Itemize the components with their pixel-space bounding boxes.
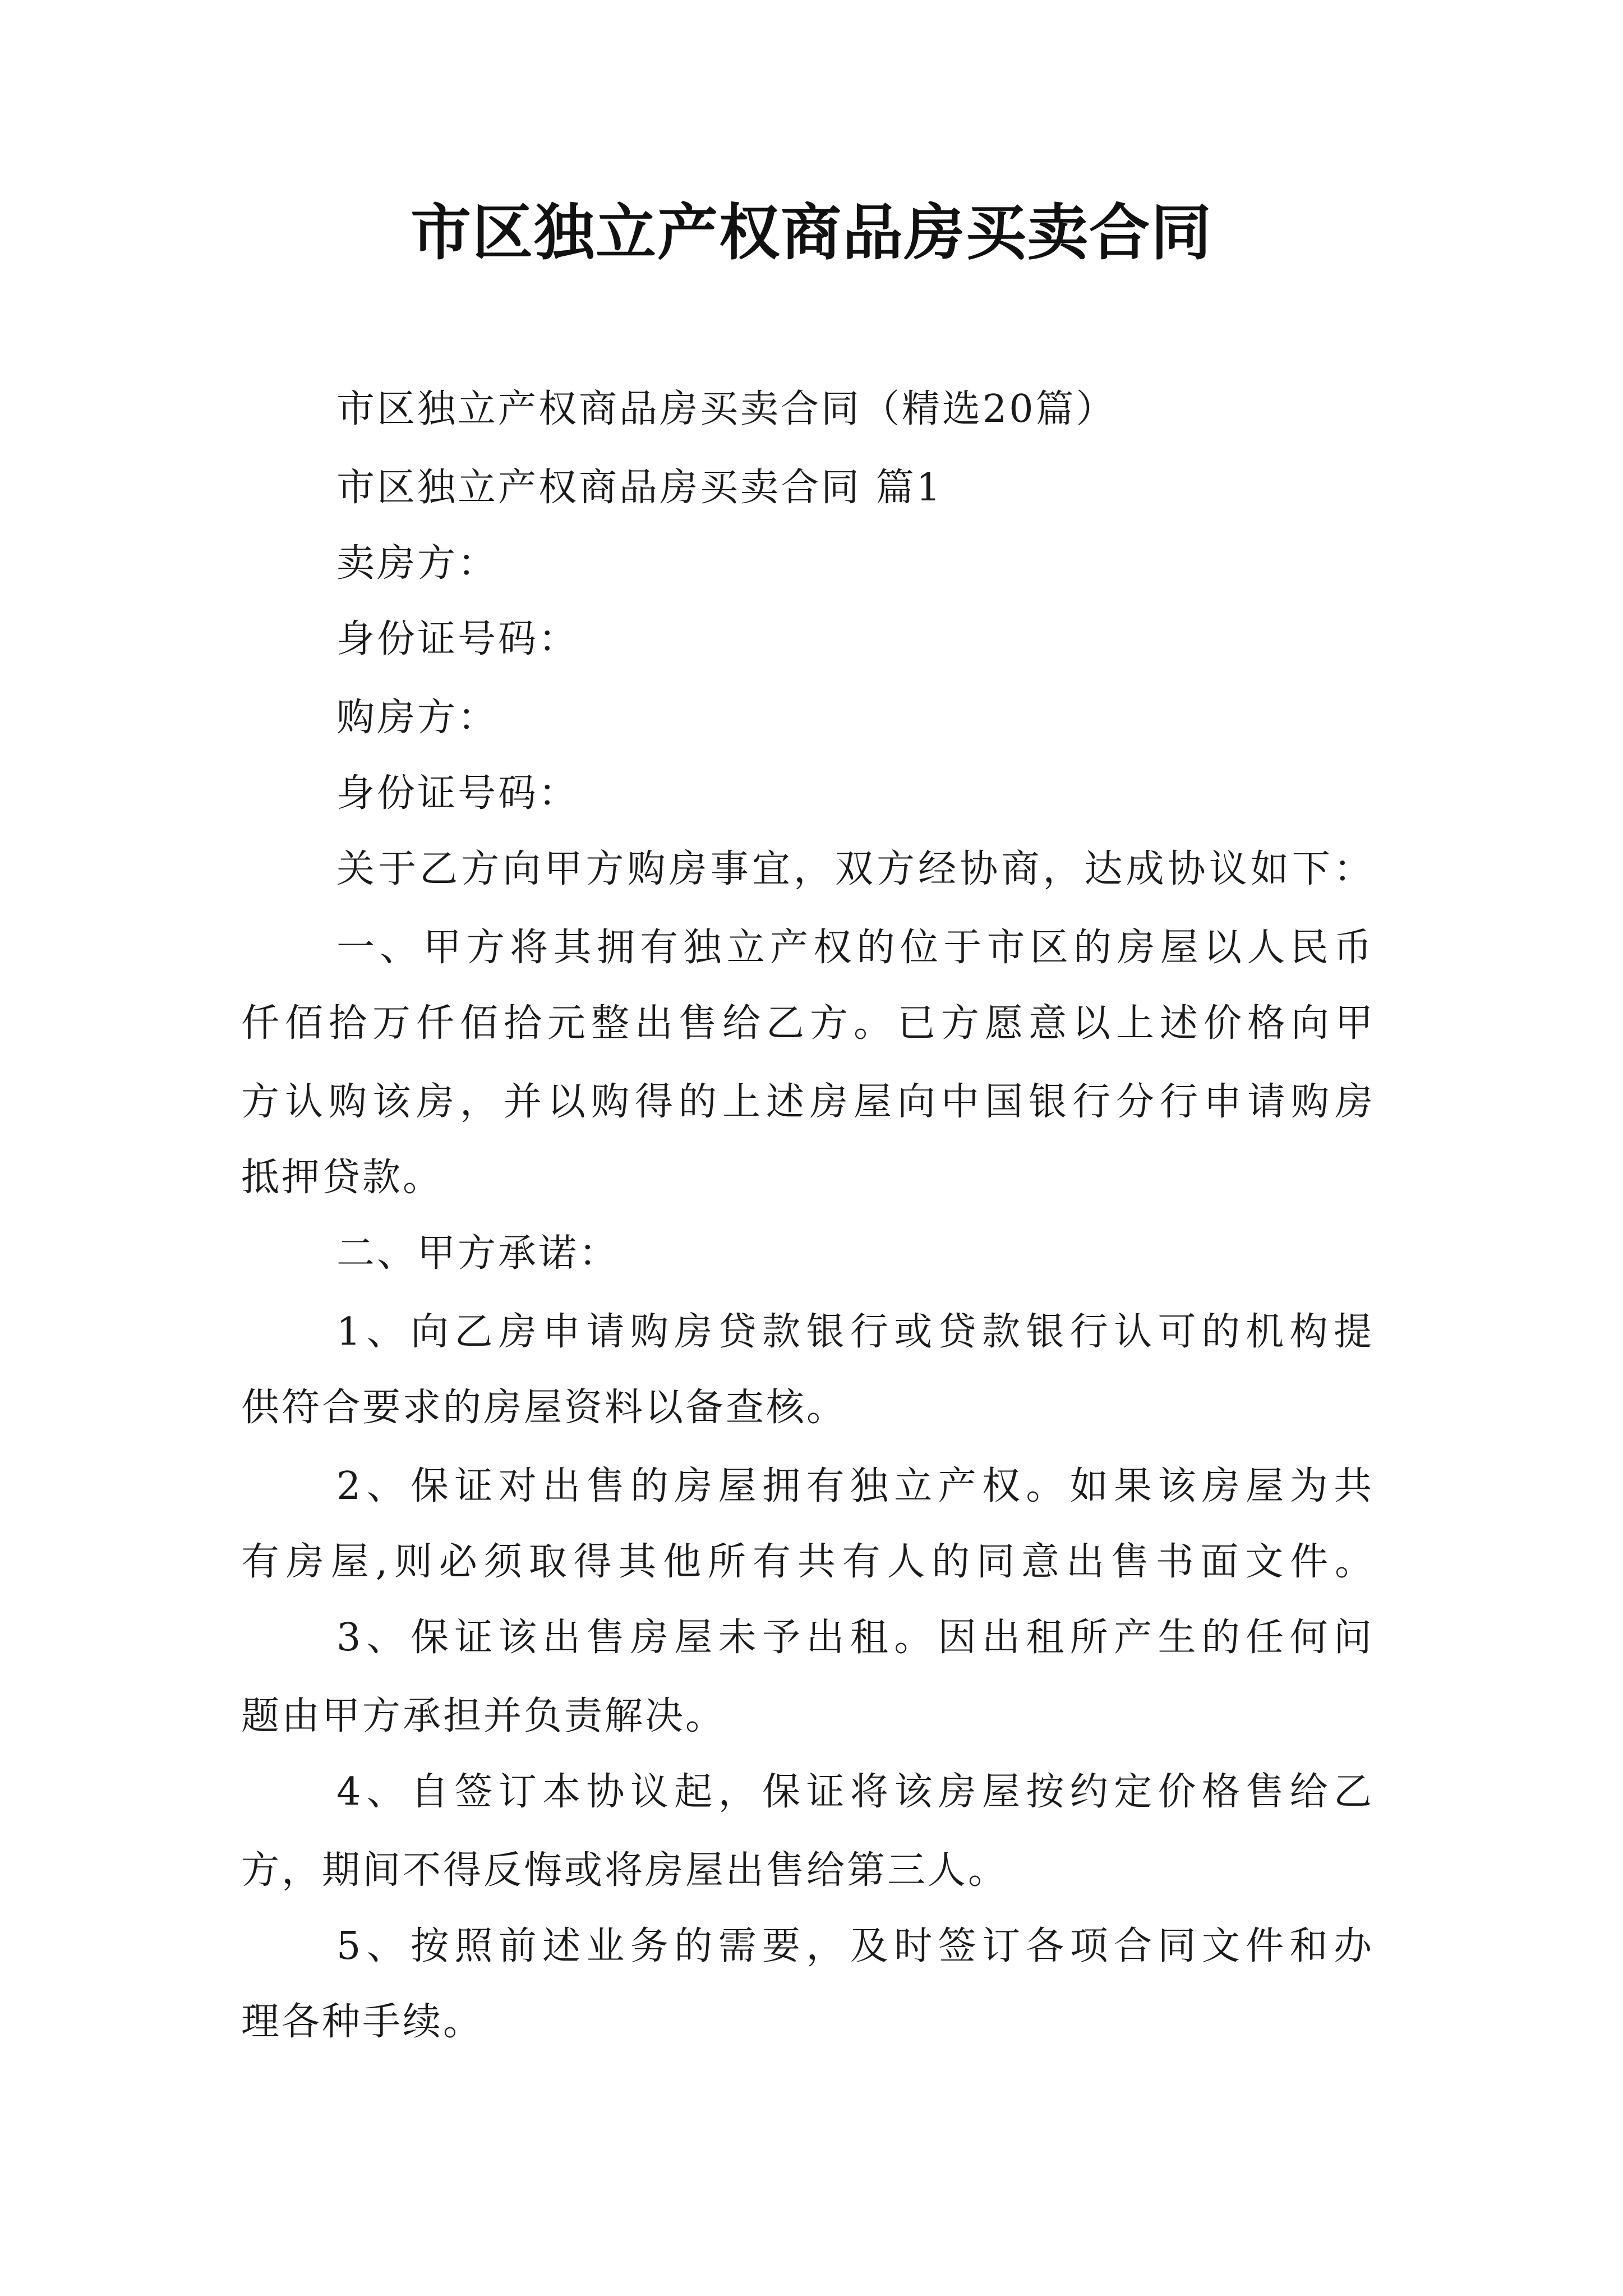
item-1-line-1: 1、向乙房申请购房贷款银行或贷款银行认可的机构提 bbox=[336, 1310, 1372, 1354]
clause-1-line-3: 方认购该房，并以购得的上述房屋向中国银行分行申请购房 bbox=[241, 1080, 1373, 1124]
document-title: 市区独立产权商品房买卖合同 bbox=[410, 197, 1212, 268]
item-3-line-1: 3、保证该出售房屋未予出租。因出租所产生的任何问 bbox=[336, 1616, 1372, 1660]
item-5-line-2: 理各种手续。 bbox=[241, 2000, 484, 2044]
item-2-line-1: 2、保证对出售的房屋拥有独立产权。如果该房屋为共 bbox=[336, 1464, 1372, 1508]
buyer-label: 购房方： bbox=[336, 696, 499, 740]
collection-subtitle: 市区独立产权商品房买卖合同（精选20篇） bbox=[336, 387, 1117, 431]
seller-id-label: 身份证号码： bbox=[336, 617, 579, 661]
section-heading-1: 市区独立产权商品房买卖合同 篇1 bbox=[336, 466, 943, 510]
item-5-line-1: 5、按照前述业务的需要，及时签订各项合同文件和办 bbox=[336, 1924, 1372, 1968]
clause-1-line-2: 仟佰拾万仟佰拾元整出售给乙方。已方愿意以上述价格向甲 bbox=[241, 1001, 1373, 1046]
seller-label: 卖房方： bbox=[336, 541, 499, 586]
clause-2-heading: 二、甲方承诺： bbox=[336, 1231, 620, 1276]
buyer-id-label: 身份证号码： bbox=[336, 771, 579, 816]
clause-1-line-1: 一、甲方将其拥有独立产权的位于市区的房屋以人民币 bbox=[336, 926, 1372, 970]
clause-1-line-4: 抵押贷款。 bbox=[241, 1156, 444, 1200]
item-3-line-2: 题由甲方承担并负责解决。 bbox=[241, 1694, 726, 1738]
item-4-line-1: 4、自签订本协议起，保证将该房屋按约定价格售给乙 bbox=[336, 1770, 1372, 1814]
item-2-line-2: 有房屋,则必须取得其他所有共有人的同意出售书面文件。 bbox=[241, 1540, 1373, 1584]
item-4-line-2: 方，期间不得反悔或将房屋出售给第三人。 bbox=[241, 1848, 1009, 1893]
agreement-intro: 关于乙方向甲方购房事宜，双方经协商，达成协议如下： bbox=[336, 847, 1372, 891]
item-1-line-2: 供符合要求的房屋资料以备查核。 bbox=[241, 1386, 847, 1430]
